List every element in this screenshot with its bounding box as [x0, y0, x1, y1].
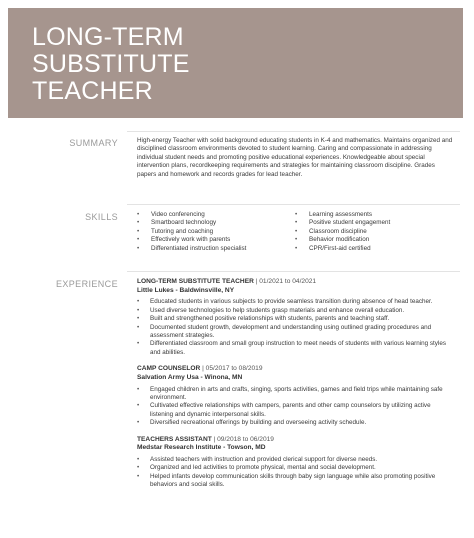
job-bullet: • Built and strengthened positive relationships with students, parents and teaching staff. — [137, 315, 454, 323]
job-dates: 09/2018 to 06/2019 — [217, 435, 274, 443]
job-dates: 01/2021 to 04/2021 — [259, 278, 317, 285]
section-label-summary: SUMMARY — [69, 138, 118, 148]
section-divider — [127, 271, 460, 272]
skill-item: • Differentiated instruction specialist — [137, 245, 295, 253]
job-bullets — [137, 386, 454, 428]
job-bullet: • Documented student growth, development and understanding using outlined grading procedures and assessment strategies. — [137, 324, 454, 341]
resume-header — [8, 8, 463, 118]
skill-item: • Learning assessments — [295, 211, 453, 219]
experience-body — [137, 278, 454, 498]
skill-item: • Effectively work with parents — [137, 236, 295, 244]
skill-item: • Classroom discipline — [295, 228, 453, 236]
skill-item: • CPR/First-aid certified — [295, 245, 453, 253]
skills-body — [137, 211, 454, 253]
name-line: TEACHER — [32, 77, 153, 105]
job-bullet: • Engaged children in arts and crafts, singing, sports activities, games and field trips while maintaining safe environment. — [137, 386, 454, 403]
section-label-skills: SKILLS — [85, 212, 118, 222]
job-bullet: • Used diverse technologies to help students grasp materials and enhance overall education. — [137, 307, 454, 315]
job-title: TEACHERS ASSISTANT — [137, 435, 212, 443]
candidate-name — [32, 24, 190, 105]
job-bullet: • Helped infants develop communication skills through baby sign language while also promoting positive behaviors and social skills. — [137, 473, 454, 490]
skill-item: • Positive student engagement — [295, 219, 453, 227]
job-title: CAMP COUNSELOR — [137, 365, 201, 373]
job-separator: | — [255, 278, 258, 285]
job-title: LONG-TERM SUBSTITUTE TEACHER — [137, 278, 254, 285]
skill-item: • Behavior modification — [295, 236, 453, 244]
skill-item: • Smartboard technology — [137, 219, 295, 227]
skills-list-left — [137, 211, 295, 253]
job-bullet: • Differentiated classroom and small group instruction to meet needs of students with various learning styles and abilities. — [137, 340, 454, 357]
job-entry — [137, 278, 454, 357]
job-bullet: • Cultivated effective relationships with campers, parents and other camp counselors by utilizing active listening and dynamic interpersonal skills. — [137, 402, 454, 419]
summary-body — [137, 137, 454, 179]
job-bullet: • Educated students in various subjects to provide seamless transition during absence of head teacher. — [137, 298, 454, 306]
skill-item: • Tutoring and coaching — [137, 228, 295, 236]
section-label-experience: EXPERIENCE — [55, 279, 118, 289]
skills-list-right — [295, 211, 453, 253]
section-divider — [127, 204, 460, 205]
job-entry — [137, 365, 454, 427]
job-company: Little Lukes - Baldwinsville, NY — [137, 286, 235, 294]
name-line: SUBSTITUTE — [32, 50, 190, 78]
job-bullets — [137, 298, 454, 357]
section-divider — [127, 131, 460, 132]
skill-item: • Video conferencing — [137, 211, 295, 219]
job-separator: | — [213, 435, 216, 443]
job-heading — [137, 365, 454, 374]
job-bullets — [137, 456, 454, 490]
job-company: Salvation Army Usa - Winona, MN — [137, 373, 243, 381]
job-heading — [137, 278, 454, 287]
skills-columns — [137, 211, 454, 253]
job-separator: | — [202, 365, 204, 373]
job-company: Medstar Research Institute - Towson, MD — [137, 444, 266, 452]
job-dates: 05/2017 to 08/2019 — [205, 365, 263, 373]
job-heading — [137, 436, 454, 445]
job-bullet: • Assisted teachers with instruction and provided clerical support for diverse needs. — [137, 456, 454, 464]
job-entry — [137, 436, 454, 490]
job-bullet: • Diversified recreational offerings by building and overseeing activity schedule. — [137, 419, 454, 427]
job-bullet: • Organized and led activities to promote physical, mental and social development. — [137, 464, 454, 472]
summary-text: High-energy Teacher with solid background educating students in K-4 and mathematics. Maintains organized and disciplined classroom environments devoted to student learning. Caring and compassionate in addressing individual student needs and promoting positive educational experiences. Knowledgeable about special intervention plans, recordkeeping requirements and strategies for maintaining classroom discipline. Grades papers and homework and records grades for lead teacher. — [137, 137, 453, 178]
name-line: LONG-TERM — [32, 23, 184, 51]
